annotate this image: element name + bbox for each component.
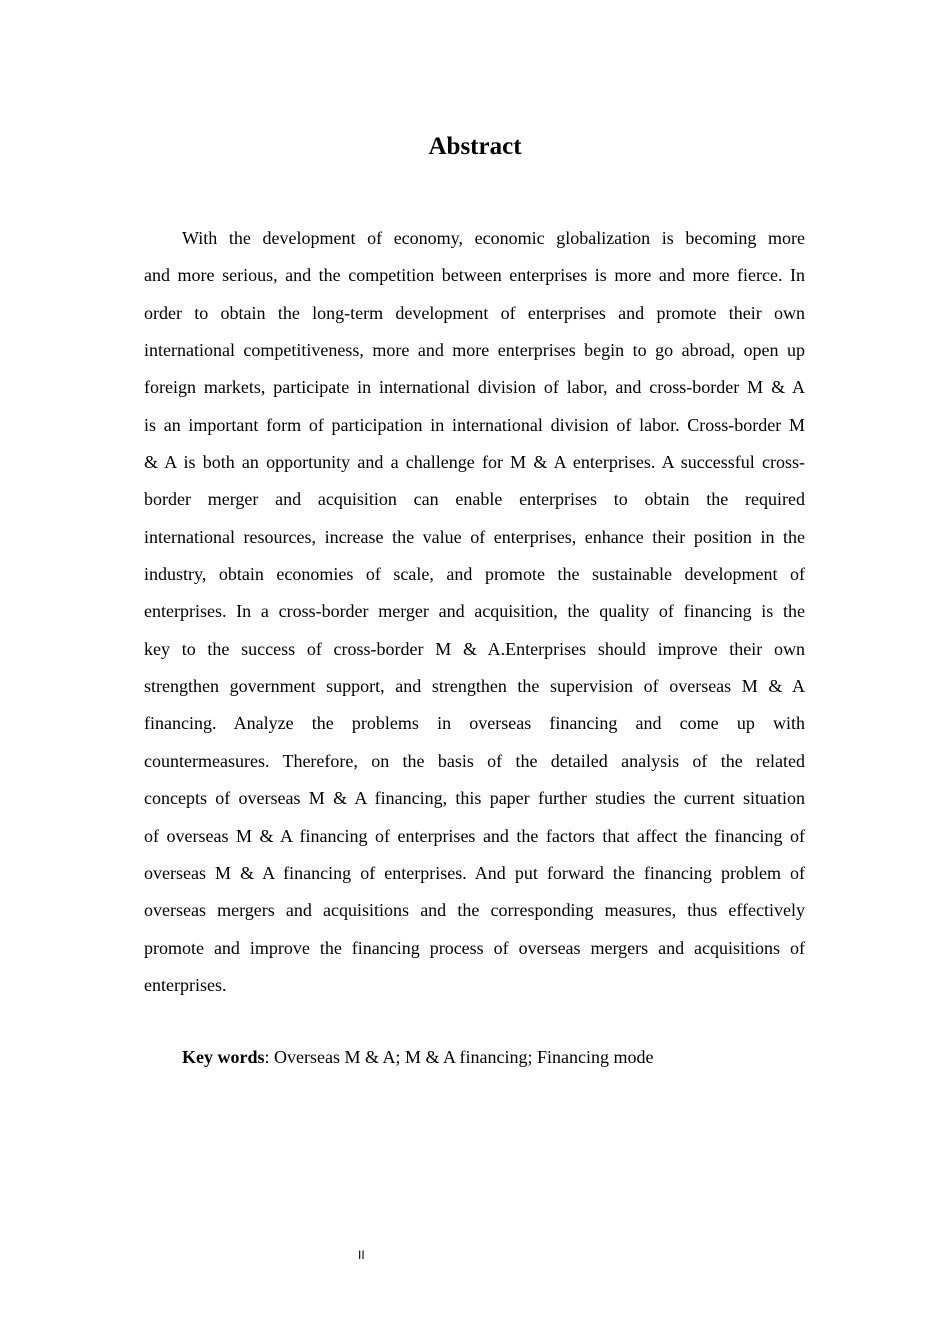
- abstract-line: international competitiveness, more and more enterprises begin to go abroad, open up: [144, 340, 805, 361]
- abstract-line: of overseas M & A financing of enterprises and the factors that affect the financing of: [144, 825, 805, 846]
- abstract-line: is an important form of participation in international division of labor. Cross-border M: [144, 414, 805, 435]
- abstract-line: key to the success of cross-border M & A.Enterprises should improve their own: [144, 638, 805, 659]
- abstract-line: overseas mergers and acquisitions and the corresponding measures, thus effectively: [144, 900, 805, 921]
- abstract-line: international resources, increase the value of enterprises, enhance their position in the: [144, 526, 805, 547]
- abstract-line: & A is both an opportunity and a challenge for M & A enterprises. A successful cross-: [144, 452, 805, 473]
- abstract-body: [144, 224, 805, 1008]
- keywords-label: Key words: [182, 1047, 265, 1067]
- keywords: [182, 1043, 653, 1071]
- abstract-line: promote and improve the financing process of overseas mergers and acquisitions of: [144, 937, 805, 958]
- keywords-value: Overseas M & A; M & A financing; Financing mode: [274, 1047, 654, 1067]
- abstract-line: industry, obtain economies of scale, and promote the sustainable development of: [144, 564, 805, 585]
- abstract-line: and more serious, and the competition between enterprises is more and more fierce. In: [144, 265, 805, 286]
- abstract-line: foreign markets, participate in international division of labor, and cross-border M & A: [144, 377, 805, 398]
- abstract-line: countermeasures. Therefore, on the basis of the detailed analysis of the related: [144, 750, 805, 771]
- abstract-title: Abstract: [428, 133, 522, 160]
- abstract-line: enterprises. In a cross-border merger and acquisition, the quality of financing is the: [144, 601, 805, 622]
- abstract-line: enterprises.: [144, 974, 227, 995]
- abstract-line: overseas M & A financing of enterprises. And put forward the financing problem of: [144, 862, 805, 883]
- keywords-separator: :: [264, 1047, 275, 1067]
- abstract-line: border merger and acquisition can enable enterprises to obtain the required: [144, 489, 805, 510]
- abstract-line: concepts of overseas M & A financing, this paper further studies the current situation: [144, 788, 805, 809]
- abstract-line: order to obtain the long-term development of enterprises and promote their own: [144, 302, 805, 323]
- abstract-line: With the development of economy, economic globalization is becoming more: [182, 228, 805, 248]
- abstract-line: financing. Analyze the problems in overseas financing and come up with: [144, 713, 805, 734]
- abstract-line: strengthen government support, and strengthen the supervision of overseas M & A: [144, 676, 805, 697]
- page-number: II: [358, 1248, 365, 1262]
